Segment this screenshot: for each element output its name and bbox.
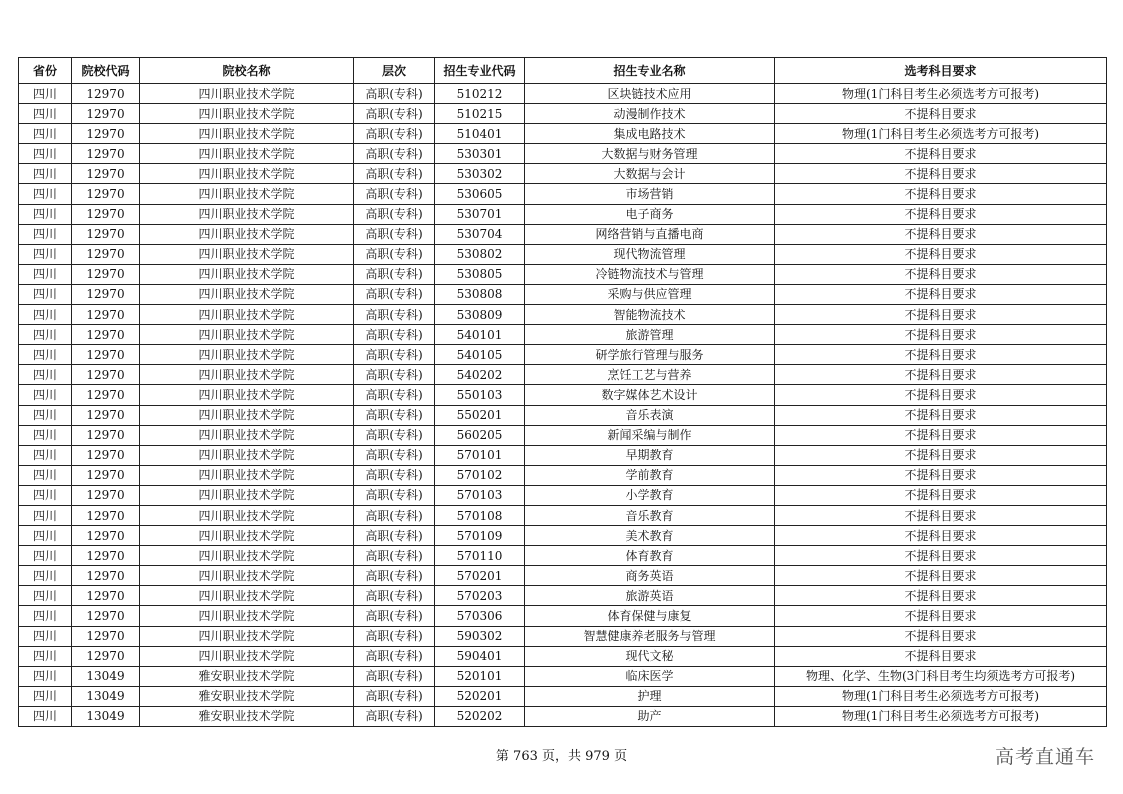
cell-subject-requirement: 不提科目要求 [775, 204, 1107, 224]
table-row [19, 626, 1107, 646]
cell-province: 四川 [19, 365, 72, 385]
table-header-row [19, 58, 1107, 84]
cell-major-name: 大数据与财务管理 [525, 144, 775, 164]
cell-school-name: 四川职业技术学院 [140, 505, 354, 525]
cell-school-name: 四川职业技术学院 [140, 586, 354, 606]
cell-province: 四川 [19, 84, 72, 104]
cell-major-name: 音乐表演 [525, 405, 775, 425]
cell-level: 高职(专科) [354, 104, 435, 124]
cell-subject-requirement: 不提科目要求 [775, 365, 1107, 385]
table-row [19, 224, 1107, 244]
table-row [19, 646, 1107, 666]
cell-major-name: 现代物流管理 [525, 244, 775, 264]
cell-major-code: 530302 [435, 164, 525, 184]
cell-major-name: 冷链物流技术与管理 [525, 264, 775, 284]
cell-major-name: 美术教育 [525, 526, 775, 546]
cell-major-name: 智慧健康养老服务与管理 [525, 626, 775, 646]
cell-level: 高职(专科) [354, 325, 435, 345]
table-row [19, 546, 1107, 566]
cell-major-code: 530605 [435, 184, 525, 204]
cell-subject-requirement: 不提科目要求 [775, 546, 1107, 566]
cell-school-name: 四川职业技术学院 [140, 646, 354, 666]
cell-school-code: 12970 [72, 184, 140, 204]
cell-level: 高职(专科) [354, 124, 435, 144]
cell-major-name: 新闻采编与制作 [525, 425, 775, 445]
cell-level: 高职(专科) [354, 144, 435, 164]
cell-province: 四川 [19, 204, 72, 224]
cell-major-name: 护理 [525, 686, 775, 706]
cell-province: 四川 [19, 686, 72, 706]
cell-school-name: 四川职业技术学院 [140, 244, 354, 264]
cell-level: 高职(专科) [354, 505, 435, 525]
watermark-text: 高考直通车 [994, 746, 1095, 768]
cell-school-name: 四川职业技术学院 [140, 84, 354, 104]
cell-level: 高职(专科) [354, 305, 435, 325]
header-level: 层次 [354, 58, 435, 84]
cell-subject-requirement: 不提科目要求 [775, 646, 1107, 666]
table-row [19, 244, 1107, 264]
table-row [19, 385, 1107, 405]
cell-province: 四川 [19, 164, 72, 184]
table-row [19, 465, 1107, 485]
cell-province: 四川 [19, 626, 72, 646]
table-row [19, 505, 1107, 525]
cell-school-code: 12970 [72, 264, 140, 284]
cell-major-name: 商务英语 [525, 566, 775, 586]
table-row [19, 104, 1107, 124]
cell-subject-requirement: 物理(1门科目考生必须选考方可报考) [775, 706, 1107, 726]
table-row [19, 204, 1107, 224]
cell-school-name: 四川职业技术学院 [140, 224, 354, 244]
cell-province: 四川 [19, 284, 72, 304]
cell-major-name: 市场营销 [525, 184, 775, 204]
cell-province: 四川 [19, 184, 72, 204]
cell-subject-requirement: 不提科目要求 [775, 405, 1107, 425]
table-row [19, 144, 1107, 164]
cell-major-code: 590302 [435, 626, 525, 646]
cell-school-name: 雅安职业技术学院 [140, 686, 354, 706]
cell-major-name: 烹饪工艺与营养 [525, 365, 775, 385]
cell-major-name: 早期教育 [525, 445, 775, 465]
cell-major-code: 530701 [435, 204, 525, 224]
table-row [19, 586, 1107, 606]
cell-major-name: 体育保健与康复 [525, 606, 775, 626]
cell-school-name: 四川职业技术学院 [140, 124, 354, 144]
table-row [19, 325, 1107, 345]
cell-subject-requirement: 不提科目要求 [775, 244, 1107, 264]
cell-school-name: 四川职业技术学院 [140, 626, 354, 646]
cell-major-code: 570203 [435, 586, 525, 606]
cell-school-code: 13049 [72, 686, 140, 706]
cell-province: 四川 [19, 546, 72, 566]
header-major-name: 招生专业名称 [525, 58, 775, 84]
cell-province: 四川 [19, 305, 72, 325]
table-row [19, 365, 1107, 385]
cell-level: 高职(专科) [354, 284, 435, 304]
header-subject-requirement: 选考科目要求 [775, 58, 1107, 84]
cell-major-code: 530805 [435, 264, 525, 284]
cell-school-code: 12970 [72, 626, 140, 646]
cell-major-name: 网络营销与直播电商 [525, 224, 775, 244]
cell-major-code: 540101 [435, 325, 525, 345]
cell-school-name: 四川职业技术学院 [140, 606, 354, 626]
cell-subject-requirement: 不提科目要求 [775, 505, 1107, 525]
table-row [19, 124, 1107, 144]
cell-subject-requirement: 不提科目要求 [775, 104, 1107, 124]
table-row [19, 566, 1107, 586]
cell-subject-requirement: 不提科目要求 [775, 325, 1107, 345]
cell-level: 高职(专科) [354, 224, 435, 244]
cell-subject-requirement: 不提科目要求 [775, 526, 1107, 546]
cell-school-code: 12970 [72, 606, 140, 626]
cell-major-code: 530809 [435, 305, 525, 325]
cell-school-code: 12970 [72, 365, 140, 385]
table-row [19, 405, 1107, 425]
cell-province: 四川 [19, 124, 72, 144]
cell-level: 高职(专科) [354, 706, 435, 726]
cell-subject-requirement: 不提科目要求 [775, 445, 1107, 465]
cell-major-code: 590401 [435, 646, 525, 666]
cell-subject-requirement: 物理(1门科目考生必须选考方可报考) [775, 686, 1107, 706]
cell-subject-requirement: 不提科目要求 [775, 606, 1107, 626]
cell-major-code: 550103 [435, 385, 525, 405]
header-school-name: 院校名称 [140, 58, 354, 84]
cell-school-name: 四川职业技术学院 [140, 526, 354, 546]
table-row [19, 264, 1107, 284]
cell-school-name: 四川职业技术学院 [140, 385, 354, 405]
cell-level: 高职(专科) [354, 686, 435, 706]
cell-school-code: 13049 [72, 706, 140, 726]
cell-major-code: 540202 [435, 365, 525, 385]
cell-level: 高职(专科) [354, 425, 435, 445]
cell-major-name: 临床医学 [525, 666, 775, 686]
cell-major-code: 570103 [435, 485, 525, 505]
cell-school-name: 四川职业技术学院 [140, 546, 354, 566]
cell-province: 四川 [19, 104, 72, 124]
table-row [19, 345, 1107, 365]
cell-school-name: 四川职业技术学院 [140, 425, 354, 445]
cell-school-name: 四川职业技术学院 [140, 144, 354, 164]
cell-subject-requirement: 不提科目要求 [775, 465, 1107, 485]
cell-subject-requirement: 不提科目要求 [775, 385, 1107, 405]
cell-major-name: 区块链技术应用 [525, 84, 775, 104]
header-major-code: 招生专业代码 [435, 58, 525, 84]
cell-school-name: 四川职业技术学院 [140, 184, 354, 204]
cell-major-name: 采购与供应管理 [525, 284, 775, 304]
cell-level: 高职(专科) [354, 84, 435, 104]
cell-level: 高职(专科) [354, 385, 435, 405]
table-row [19, 425, 1107, 445]
cell-school-code: 12970 [72, 104, 140, 124]
cell-major-name: 大数据与会计 [525, 164, 775, 184]
cell-major-name: 音乐教育 [525, 505, 775, 525]
cell-level: 高职(专科) [354, 465, 435, 485]
cell-school-name: 四川职业技术学院 [140, 365, 354, 385]
cell-school-name: 四川职业技术学院 [140, 264, 354, 284]
table-row [19, 526, 1107, 546]
cell-province: 四川 [19, 264, 72, 284]
cell-school-name: 雅安职业技术学院 [140, 706, 354, 726]
cell-school-code: 12970 [72, 646, 140, 666]
cell-major-code: 570108 [435, 505, 525, 525]
cell-school-code: 12970 [72, 144, 140, 164]
cell-major-code: 530808 [435, 284, 525, 304]
table-row [19, 445, 1107, 465]
cell-major-name: 集成电路技术 [525, 124, 775, 144]
cell-major-code: 520101 [435, 666, 525, 686]
cell-subject-requirement: 不提科目要求 [775, 184, 1107, 204]
cell-province: 四川 [19, 445, 72, 465]
cell-school-name: 四川职业技术学院 [140, 284, 354, 304]
cell-school-code: 12970 [72, 325, 140, 345]
cell-major-code: 570110 [435, 546, 525, 566]
cell-school-code: 12970 [72, 345, 140, 365]
table-row [19, 84, 1107, 104]
cell-school-code: 12970 [72, 385, 140, 405]
cell-major-code: 570102 [435, 465, 525, 485]
table-row [19, 164, 1107, 184]
page-number: 第 763 页，共 979 页 [495, 749, 628, 764]
cell-major-name: 旅游英语 [525, 586, 775, 606]
cell-major-name: 旅游管理 [525, 325, 775, 345]
cell-school-name: 四川职业技术学院 [140, 345, 354, 365]
cell-major-code: 550201 [435, 405, 525, 425]
cell-province: 四川 [19, 505, 72, 525]
cell-school-name: 四川职业技术学院 [140, 485, 354, 505]
cell-subject-requirement: 不提科目要求 [775, 164, 1107, 184]
cell-major-code: 570306 [435, 606, 525, 626]
cell-subject-requirement: 不提科目要求 [775, 485, 1107, 505]
cell-level: 高职(专科) [354, 666, 435, 686]
cell-school-name: 四川职业技术学院 [140, 566, 354, 586]
cell-province: 四川 [19, 345, 72, 365]
cell-subject-requirement: 不提科目要求 [775, 566, 1107, 586]
cell-subject-requirement: 不提科目要求 [775, 224, 1107, 244]
cell-school-code: 12970 [72, 586, 140, 606]
cell-province: 四川 [19, 566, 72, 586]
cell-province: 四川 [19, 325, 72, 345]
cell-major-code: 540105 [435, 345, 525, 365]
table-row [19, 706, 1107, 726]
cell-school-name: 四川职业技术学院 [140, 204, 354, 224]
cell-level: 高职(专科) [354, 365, 435, 385]
cell-level: 高职(专科) [354, 485, 435, 505]
cell-major-code: 520201 [435, 686, 525, 706]
cell-province: 四川 [19, 646, 72, 666]
cell-province: 四川 [19, 586, 72, 606]
cell-school-code: 12970 [72, 164, 140, 184]
cell-level: 高职(专科) [354, 566, 435, 586]
cell-school-code: 12970 [72, 546, 140, 566]
cell-subject-requirement: 物理(1门科目考生必须选考方可报考) [775, 84, 1107, 104]
table-row [19, 305, 1107, 325]
cell-level: 高职(专科) [354, 264, 435, 284]
cell-province: 四川 [19, 425, 72, 445]
cell-school-name: 四川职业技术学院 [140, 445, 354, 465]
header-school-code: 院校代码 [72, 58, 140, 84]
cell-level: 高职(专科) [354, 164, 435, 184]
cell-school-code: 12970 [72, 465, 140, 485]
cell-major-name: 小学教育 [525, 485, 775, 505]
cell-level: 高职(专科) [354, 405, 435, 425]
cell-school-code: 12970 [72, 224, 140, 244]
cell-school-code: 12970 [72, 485, 140, 505]
cell-major-name: 体育教育 [525, 546, 775, 566]
cell-major-code: 570109 [435, 526, 525, 546]
cell-major-code: 570101 [435, 445, 525, 465]
cell-subject-requirement: 不提科目要求 [775, 264, 1107, 284]
cell-level: 高职(专科) [354, 546, 435, 566]
cell-major-name: 数字媒体艺术设计 [525, 385, 775, 405]
cell-province: 四川 [19, 706, 72, 726]
admission-table [18, 57, 1107, 727]
cell-level: 高职(专科) [354, 626, 435, 646]
cell-school-name: 四川职业技术学院 [140, 405, 354, 425]
cell-major-name: 智能物流技术 [525, 305, 775, 325]
table-row [19, 284, 1107, 304]
cell-province: 四川 [19, 224, 72, 244]
cell-level: 高职(专科) [354, 345, 435, 365]
cell-school-code: 12970 [72, 526, 140, 546]
cell-province: 四川 [19, 526, 72, 546]
cell-level: 高职(专科) [354, 445, 435, 465]
cell-school-name: 四川职业技术学院 [140, 164, 354, 184]
cell-major-code: 510215 [435, 104, 525, 124]
cell-school-name: 雅安职业技术学院 [140, 666, 354, 686]
cell-province: 四川 [19, 465, 72, 485]
cell-province: 四川 [19, 606, 72, 626]
cell-school-code: 12970 [72, 425, 140, 445]
cell-school-code: 12970 [72, 284, 140, 304]
cell-school-code: 12970 [72, 244, 140, 264]
cell-subject-requirement: 不提科目要求 [775, 305, 1107, 325]
cell-major-name: 动漫制作技术 [525, 104, 775, 124]
cell-subject-requirement: 不提科目要求 [775, 345, 1107, 365]
cell-major-code: 510212 [435, 84, 525, 104]
cell-school-code: 13049 [72, 666, 140, 686]
cell-major-code: 570201 [435, 566, 525, 586]
table-row [19, 485, 1107, 505]
cell-major-name: 电子商务 [525, 204, 775, 224]
table-row [19, 184, 1107, 204]
cell-subject-requirement: 不提科目要求 [775, 626, 1107, 646]
cell-school-code: 12970 [72, 405, 140, 425]
cell-school-code: 12970 [72, 445, 140, 465]
cell-province: 四川 [19, 405, 72, 425]
cell-level: 高职(专科) [354, 184, 435, 204]
cell-province: 四川 [19, 244, 72, 264]
table-row [19, 666, 1107, 686]
cell-level: 高职(专科) [354, 646, 435, 666]
cell-province: 四川 [19, 485, 72, 505]
cell-province: 四川 [19, 144, 72, 164]
cell-school-code: 12970 [72, 204, 140, 224]
cell-major-name: 现代文秘 [525, 646, 775, 666]
table-row [19, 686, 1107, 706]
cell-province: 四川 [19, 666, 72, 686]
cell-level: 高职(专科) [354, 586, 435, 606]
cell-major-code: 560205 [435, 425, 525, 445]
cell-school-code: 12970 [72, 84, 140, 104]
cell-school-code: 12970 [72, 305, 140, 325]
cell-school-code: 12970 [72, 124, 140, 144]
cell-major-name: 研学旅行管理与服务 [525, 345, 775, 365]
cell-major-code: 530802 [435, 244, 525, 264]
cell-school-code: 12970 [72, 566, 140, 586]
cell-subject-requirement: 不提科目要求 [775, 586, 1107, 606]
cell-level: 高职(专科) [354, 606, 435, 626]
cell-province: 四川 [19, 385, 72, 405]
cell-major-code: 510401 [435, 124, 525, 144]
cell-major-name: 助产 [525, 706, 775, 726]
cell-major-code: 520202 [435, 706, 525, 726]
cell-school-name: 四川职业技术学院 [140, 325, 354, 345]
header-province: 省份 [19, 58, 72, 84]
table-body [19, 84, 1107, 727]
cell-level: 高职(专科) [354, 526, 435, 546]
cell-major-name: 学前教育 [525, 465, 775, 485]
cell-school-name: 四川职业技术学院 [140, 305, 354, 325]
cell-level: 高职(专科) [354, 244, 435, 264]
cell-school-code: 12970 [72, 505, 140, 525]
cell-school-name: 四川职业技术学院 [140, 104, 354, 124]
cell-subject-requirement: 不提科目要求 [775, 144, 1107, 164]
cell-major-code: 530301 [435, 144, 525, 164]
cell-level: 高职(专科) [354, 204, 435, 224]
cell-school-name: 四川职业技术学院 [140, 465, 354, 485]
cell-subject-requirement: 不提科目要求 [775, 425, 1107, 445]
cell-subject-requirement: 物理、化学、生物(3门科目考生均须选考方可报考) [775, 666, 1107, 686]
cell-subject-requirement: 不提科目要求 [775, 284, 1107, 304]
cell-major-code: 530704 [435, 224, 525, 244]
table-row [19, 606, 1107, 626]
cell-subject-requirement: 物理(1门科目考生必须选考方可报考) [775, 124, 1107, 144]
